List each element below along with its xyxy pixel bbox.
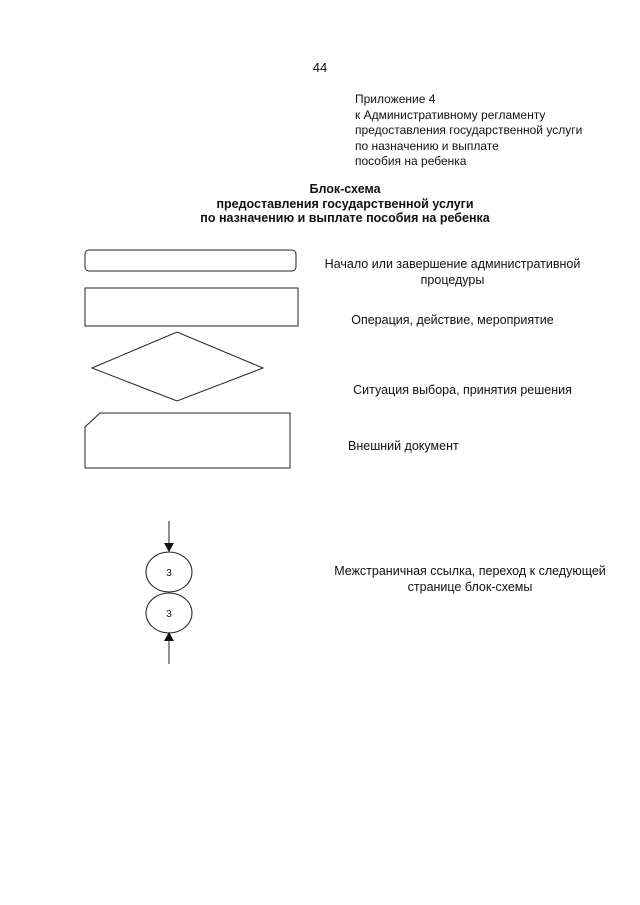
appendix-line: пособия на ребенка: [355, 154, 467, 168]
legend-connector-label: [320, 563, 620, 595]
arrow-up-icon: [164, 632, 174, 641]
arrow-down-icon: [164, 543, 174, 552]
connector-label-bottom: 3: [166, 609, 172, 620]
process-shape: [85, 288, 298, 326]
legend-line: Межстраничная ссылка, переход к следующей: [334, 564, 606, 578]
legend-line: странице блок-схемы: [407, 580, 533, 594]
title-line: по назначению и выплате пособия на ребенка: [200, 211, 490, 225]
legend-line: процедуры: [420, 273, 485, 287]
decision-shape: [92, 332, 263, 401]
legend-document-label: Внешний документ: [348, 439, 459, 453]
terminator-shape: [85, 250, 296, 271]
appendix-line: по назначению и выплате: [355, 138, 499, 153]
appendix-line: к Административному регламенту: [355, 107, 546, 122]
page-number: 44: [312, 60, 328, 75]
legend-line: Начало или завершение административной: [324, 257, 581, 271]
legend-start-end-label: [310, 256, 595, 288]
document-shape: [85, 413, 290, 468]
title-line: Блок-схема: [309, 182, 381, 196]
connector-label-top: 3: [166, 568, 172, 579]
appendix-line: Приложение 4: [355, 92, 436, 106]
legend-operation-label: Операция, действие, мероприятие: [351, 313, 554, 327]
title-line: предоставления государственной услуги: [216, 196, 474, 211]
appendix-line: предоставления государственной услуги: [355, 123, 583, 137]
legend-decision-label: Ситуация выбора, принятия решения: [353, 383, 572, 397]
